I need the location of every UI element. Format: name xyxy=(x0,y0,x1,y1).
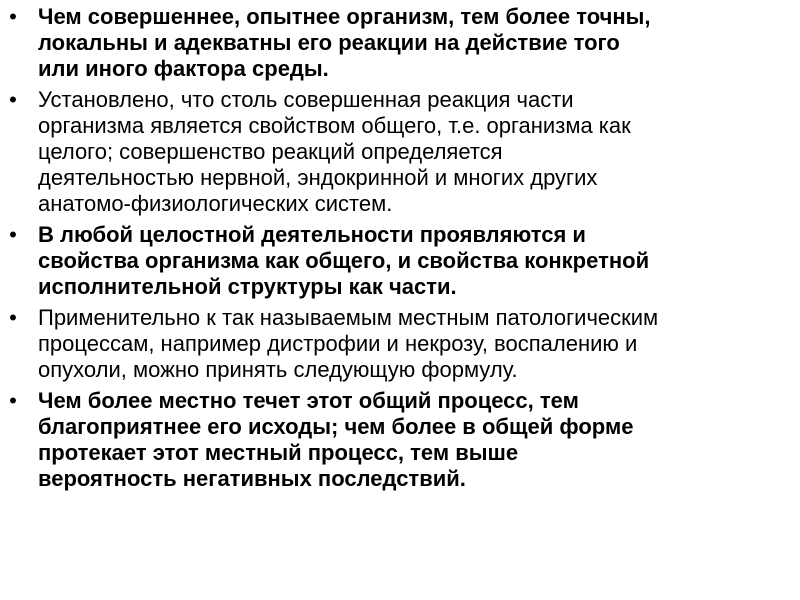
bullet-text xyxy=(38,87,790,217)
bullet-icon: • xyxy=(9,388,17,413)
text-line: благоприятнее его исходы; чем более в общей форме xyxy=(38,414,634,439)
bullet-icon: • xyxy=(9,87,17,112)
text-line: локальны и адекватны его реакции на действие того xyxy=(38,30,620,55)
bullet-item-5 xyxy=(0,388,790,492)
bullet-item-3 xyxy=(0,222,790,300)
text-line: Чем совершеннее, опытнее организм, тем более точны, xyxy=(38,4,651,29)
bullet-item-4 xyxy=(0,305,790,383)
bullet-icon: • xyxy=(9,4,17,29)
text-line: вероятность негативных последствий. xyxy=(38,466,466,491)
text-line: деятельностью нервной, эндокринной и многих других xyxy=(38,165,598,190)
bullet-icon: • xyxy=(9,222,17,247)
bullet-icon: • xyxy=(9,305,17,330)
bullet-list xyxy=(0,4,790,492)
bullet-text xyxy=(38,305,790,383)
text-line: опухоли, можно принять следующую формулу. xyxy=(38,357,518,382)
bullet-item-1 xyxy=(0,4,790,82)
bullet-text xyxy=(38,388,790,492)
text-line: анатомо-физиологических систем. xyxy=(38,191,393,216)
bullet-item-2 xyxy=(0,87,790,217)
text-line: процессам, например дистрофии и некрозу, воспалению и xyxy=(38,331,638,356)
text-line: организма является свойством общего, т.е. организма как xyxy=(38,113,631,138)
text-line: Чем более местно течет этот общий процесс, тем xyxy=(38,388,579,413)
text-line: Установлено, что столь совершенная реакция части xyxy=(38,87,574,112)
text-line: свойства организма как общего, и свойства конкретной xyxy=(38,248,650,273)
text-line: Применительно к так называемым местным патологическим xyxy=(38,305,659,330)
text-line: целого; совершенство реакций определяется xyxy=(38,139,503,164)
text-line: или иного фактора среды. xyxy=(38,56,329,81)
bullet-text xyxy=(38,4,790,82)
text-line: В любой целостной деятельности проявляются и xyxy=(38,222,586,247)
text-line: протекает этот местный процесс, тем выше xyxy=(38,440,519,465)
text-line: исполнительной структуры как части. xyxy=(38,274,457,299)
bullet-text xyxy=(38,222,790,300)
